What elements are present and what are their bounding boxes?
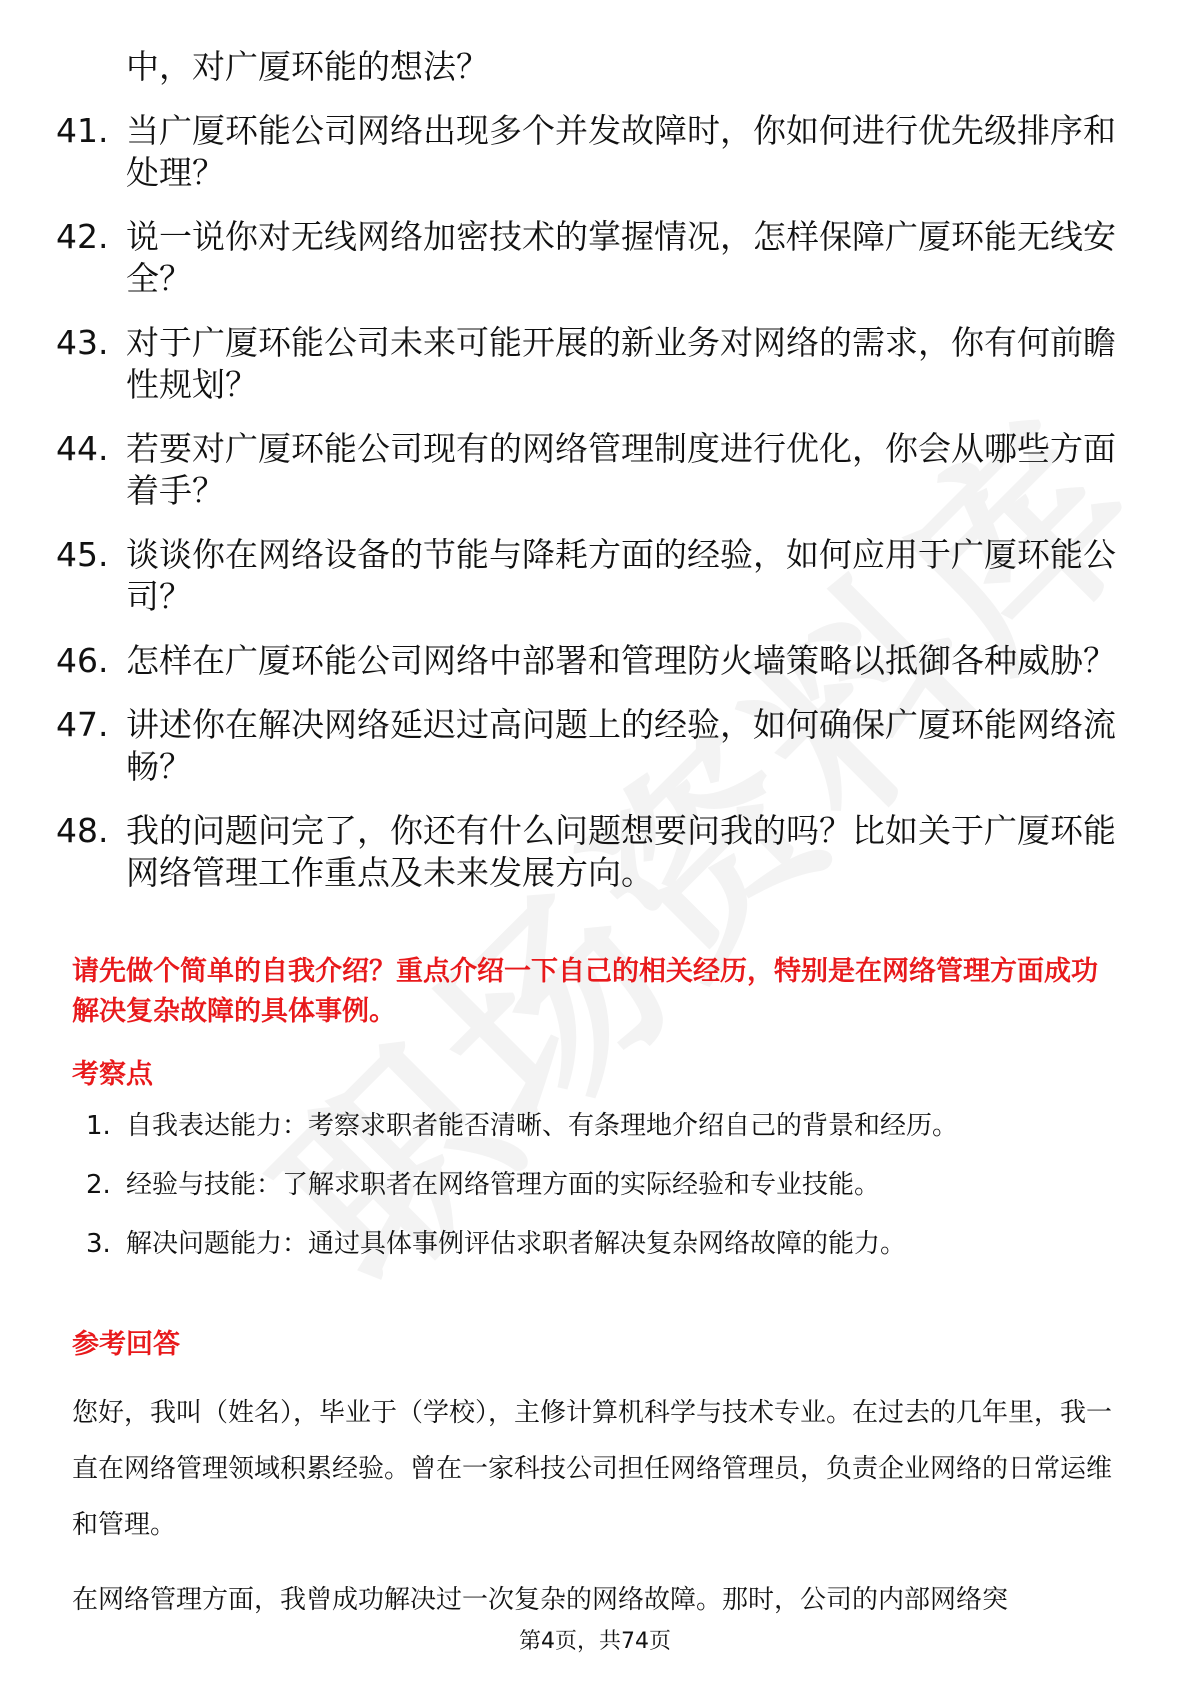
assessment-text: 经验与技能：了解求职者在网络管理方面的实际经验和专业技能。 [126,1170,881,1200]
question-number: 43. [56,323,109,362]
assessment-number: 1. [86,1111,111,1141]
assessment-number: 2. [86,1170,111,1200]
reference-answer-heading: 参考回答 [72,1329,180,1360]
answer-paragraph: 您好，我叫（姓名），毕业于（学校），主修计算机科学与技术专业。在过去的几年里，我一直在网络管理领域积累经验。曾在一家科技公司担任网络管理员，负责企业网络的日常运维和管理。 [72,1398,1113,1540]
question-number: 41. [56,111,109,150]
assessment-text: 自我表达能力：考察求职者能否清晰、有条理地介绍自己的背景和经历。 [126,1111,959,1141]
assessment-heading: 考察点 [72,1059,153,1090]
question-item [56,216,1126,300]
question-number: 48. [56,811,109,850]
page-number-footer: 第4页，共74页 [519,1629,671,1654]
question-item [56,110,1126,194]
question-text: 讲述你在解决网络延迟过高问题上的经验，如何确保广厦环能网络流畅？ [126,705,1116,786]
assessment-item [86,1167,1116,1203]
assessment-item [86,1108,1116,1144]
question-text: 谈谈你在网络设备的节能与降耗方面的经验，如何应用于广厦环能公司？ [126,535,1116,616]
question-text: 当广厦环能公司网络出现多个并发故障时，你如何进行优先级排序和处理？ [126,111,1116,192]
main-interview-question: 请先做个简单的自我介绍？重点介绍一下自己的相关经历，特别是在网络管理方面成功解决复杂故障的具体事例。 [72,956,1098,1027]
question-list [56,46,1126,916]
question-text: 若要对广厦环能公司现有的网络管理制度进行优化，你会从哪些方面着手？ [126,429,1116,510]
question-number: 46. [56,641,109,680]
question-item [56,428,1126,512]
question-text: 怎样在广厦环能公司网络中部署和管理防火墙策略以抵御各种威胁？ [126,641,1116,680]
assessment-list [86,1108,1116,1285]
question-item [56,810,1126,894]
question-item [56,534,1126,618]
question-text: 我的问题问完了，你还有什么问题想要问我的吗？比如关于广厦环能网络管理工作重点及未来发展方向。 [126,811,1116,892]
question-number: 42. [56,217,109,256]
question-continuation: 中，对广厦环能的想法？ [126,47,489,86]
question-number: 44. [56,429,109,468]
question-item [56,322,1126,406]
assessment-number: 3. [86,1229,111,1259]
question-number: 45. [56,535,109,574]
question-item [56,704,1126,788]
question-text: 说一说你对无线网络加密技术的掌握情况，怎样保障广厦环能无线安全？ [126,217,1116,298]
question-number: 47. [56,705,109,744]
question-text: 对于广厦环能公司未来可能开展的新业务对网络的需求，你有何前瞻性规划？ [126,323,1116,404]
question-item [56,640,1126,682]
answer-paragraph: 在网络管理方面，我曾成功解决过一次复杂的网络故障。那时，公司的内部网络突 [72,1585,1009,1615]
assessment-text: 解决问题能力：通过具体事例评估求职者解决复杂网络故障的能力。 [126,1229,907,1259]
assessment-item [86,1226,1116,1262]
